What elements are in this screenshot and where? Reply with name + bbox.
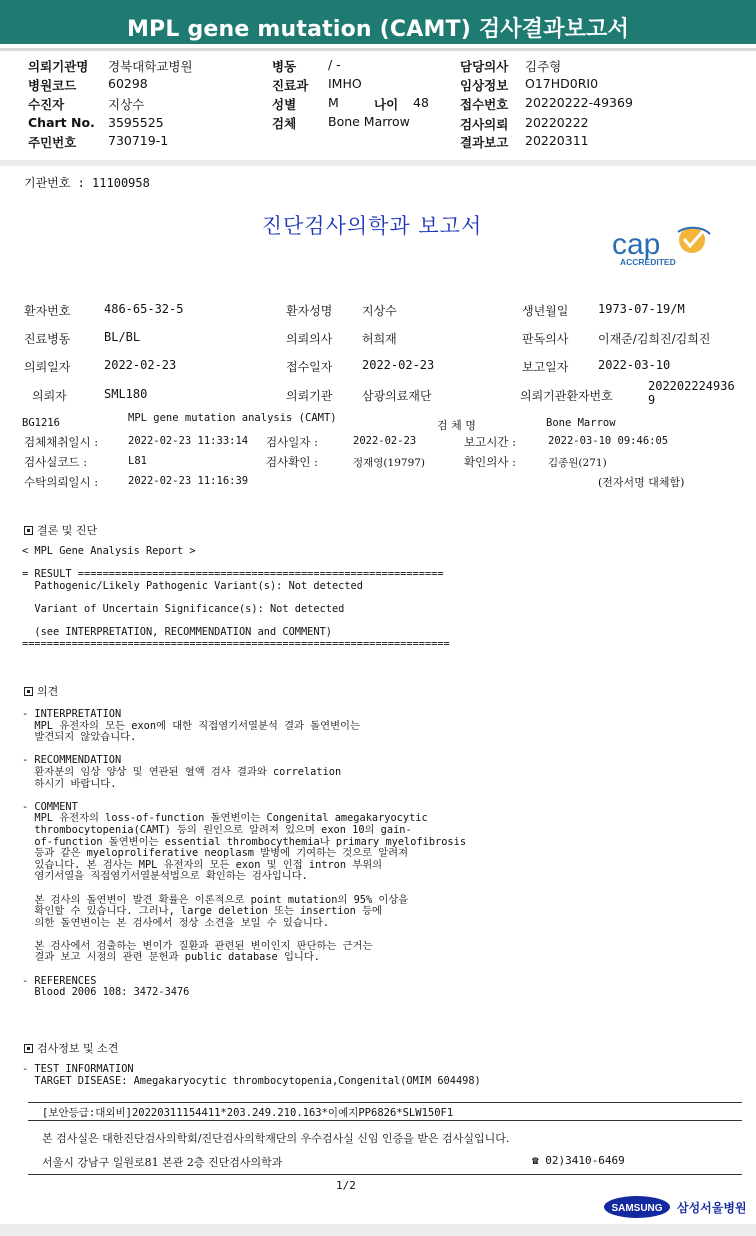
header-label: Chart No. bbox=[28, 115, 95, 130]
patient-value: 허희재 bbox=[362, 332, 397, 346]
svg-text:삼성서울병원: 삼성서울병원 bbox=[677, 1201, 745, 1215]
header-label: 검체 bbox=[272, 116, 297, 131]
result-text: < MPL Gene Analysis Report > = RESULT =========================================================== Pathogenic/Likely Pathogenic Variant(s): Not detected Variant of Uncertain Significance(s): Not detected (see INTERPRETATION, RECOMMENDATION and COMMENT) ===================================================================== bbox=[22, 545, 450, 650]
header-label: 접수번호 bbox=[460, 97, 509, 112]
header-value: O17HD0RI0 bbox=[525, 76, 599, 91]
header-label: 진료과 bbox=[272, 78, 309, 93]
test-date-label: 검사일자 : bbox=[266, 435, 318, 449]
specimen-label: 검 체 명 bbox=[437, 419, 476, 432]
header-value: 3595525 bbox=[108, 115, 164, 130]
patient-value: 486-65-32-5 bbox=[104, 302, 184, 316]
info-text: - TEST INFORMATION TARGET DISEASE: Amegakaryocytic thrombocytopenia,Congenital(OMIM 604498) bbox=[22, 1063, 481, 1087]
header-value: 60298 bbox=[108, 76, 148, 91]
org-patient-no-value: 202202224936 bbox=[648, 379, 735, 393]
specimen-value: Bone Marrow bbox=[546, 417, 616, 429]
square-bullet-icon bbox=[24, 687, 33, 696]
certification-text: 본 검사실은 대한진단검사의학회/진단검사의학재단의 우수검사실 신임 인증을 받은 검사실입니다. bbox=[42, 1132, 510, 1145]
header-label: 의뢰기관명 bbox=[28, 59, 89, 74]
requester-value: SML180 bbox=[104, 387, 148, 401]
test-date-value: 2022-02-23 bbox=[353, 435, 417, 447]
header-label: 임상정보 bbox=[460, 78, 509, 93]
cap-logo-icon bbox=[610, 224, 715, 270]
esign-note: (전자서명 대체함) bbox=[598, 476, 685, 489]
header-label: 담당의사 bbox=[460, 59, 509, 74]
footer-divider bbox=[28, 1120, 742, 1121]
page-number: 1/2 bbox=[336, 1179, 356, 1192]
report-time-label: 보고시간 : bbox=[464, 435, 516, 449]
patient-label: 진료병동 bbox=[24, 332, 71, 346]
collect-label: 검체채취일시 : bbox=[24, 435, 99, 449]
test-confirm-value: 정재영(19797) bbox=[353, 457, 426, 469]
patient-label: 환자성명 bbox=[286, 304, 333, 318]
header-label: 성별 bbox=[272, 97, 297, 112]
section-heading bbox=[24, 1040, 118, 1056]
patient-value: 1973-07-19/M bbox=[598, 302, 685, 316]
header-label: 수진자 bbox=[28, 97, 65, 112]
institution-number: 기관번호 : 11100958 bbox=[24, 176, 150, 190]
patient-label: 의뢰일자 bbox=[24, 360, 71, 374]
footer-divider bbox=[28, 1102, 742, 1103]
request-org-value: 삼광의료재단 bbox=[362, 389, 432, 403]
security-line: [보안등급:대외비]20220311154411*203.249.210.163*이예지PP6826*SLW150F1 bbox=[42, 1107, 454, 1119]
header-value: 20220311 bbox=[525, 133, 589, 148]
header-value: 김주형 bbox=[525, 59, 562, 74]
bottom-bar bbox=[0, 1224, 756, 1236]
header-label: 결과보고 bbox=[460, 135, 509, 150]
test-name: MPL gene mutation analysis (CAMT) bbox=[128, 412, 337, 424]
confirm-doctor-value: 김종원(271) bbox=[548, 457, 607, 469]
header-value: 20220222 bbox=[525, 115, 589, 130]
patient-label: 생년월일 bbox=[522, 304, 569, 318]
header-info bbox=[0, 52, 756, 152]
header-value: 경북대학교병원 bbox=[108, 59, 193, 74]
footer-divider bbox=[28, 1174, 742, 1175]
square-bullet-icon bbox=[24, 1044, 33, 1053]
patient-value: 지상수 bbox=[362, 304, 397, 318]
header-label: 주민번호 bbox=[28, 135, 77, 150]
age-value: 48 bbox=[413, 95, 429, 110]
header-value: 지상수 bbox=[108, 97, 145, 112]
phone-text: ☎ 02)3410-6469 bbox=[532, 1154, 625, 1167]
lab-code-value: L81 bbox=[128, 455, 147, 467]
section-heading bbox=[24, 522, 97, 538]
lab-code-label: 검사실코드 : bbox=[24, 455, 88, 469]
section-result-title: 결론 및 진단 bbox=[37, 524, 98, 537]
request-org-label: 의뢰기관 bbox=[286, 389, 333, 403]
patient-label: 판독의사 bbox=[522, 332, 569, 346]
confirm-doctor-label: 확인의사 : bbox=[464, 455, 516, 469]
header-value: 730719-1 bbox=[108, 133, 169, 148]
section-info-title: 검사정보 및 소견 bbox=[37, 1042, 119, 1055]
patient-value: 이재준/김희진/김희진 bbox=[598, 332, 711, 346]
patient-value: 2022-03-10 bbox=[598, 358, 671, 372]
collect-value: 2022-02-23 11:33:14 bbox=[128, 435, 249, 447]
header-value: / - bbox=[328, 57, 341, 72]
org-patient-no-value-cont: 9 bbox=[648, 393, 656, 407]
age-label: 나이 bbox=[374, 97, 399, 112]
org-patient-no-label: 의뢰기관환자번호 bbox=[520, 389, 613, 403]
header-label: 병동 bbox=[272, 59, 297, 74]
title-bar bbox=[0, 0, 756, 48]
header-value: Bone Marrow bbox=[328, 114, 410, 129]
header-label: 검사의뢰 bbox=[460, 117, 509, 132]
received-label: 수탁의뢰일시 : bbox=[24, 475, 99, 489]
patient-label: 의뢰의사 bbox=[286, 332, 333, 346]
header-value: 20220222-49369 bbox=[525, 95, 633, 110]
test-confirm-label: 검사확인 : bbox=[266, 455, 318, 469]
header-label: 병원코드 bbox=[28, 78, 77, 93]
patient-value: BL/BL bbox=[104, 330, 141, 344]
report-document bbox=[0, 166, 756, 1224]
svg-text:ACCREDITED: ACCREDITED bbox=[620, 257, 676, 267]
svg-text:SAMSUNG: SAMSUNG bbox=[611, 1203, 663, 1214]
report-time-value: 2022-03-10 09:46:05 bbox=[548, 435, 669, 447]
report-heading: 진단검사의학과 보고서 bbox=[261, 214, 483, 238]
svg-text:cap: cap bbox=[612, 228, 661, 261]
received-value: 2022-02-23 11:16:39 bbox=[128, 475, 249, 487]
patient-label: 보고일자 bbox=[522, 360, 569, 374]
header-value: M bbox=[328, 95, 339, 110]
patient-label: 환자번호 bbox=[24, 304, 71, 318]
cap-accredited-logo bbox=[610, 224, 715, 270]
report-title: MPL gene mutation (CAMT) 검사결과보고서 bbox=[126, 17, 630, 42]
patient-value: 2022-02-23 bbox=[104, 358, 177, 372]
patient-value: 2022-02-23 bbox=[362, 358, 435, 372]
requester-label: 의뢰자 bbox=[32, 389, 67, 403]
samsung-hospital-logo bbox=[603, 1194, 745, 1220]
section-opinion-title: 의견 bbox=[37, 685, 59, 698]
square-bullet-icon bbox=[24, 526, 33, 535]
patient-label: 접수일자 bbox=[286, 360, 333, 374]
header-value: IMHO bbox=[328, 76, 362, 91]
section-heading bbox=[24, 683, 58, 699]
opinion-text: - INTERPRETATION MPL 유전자의 모든 exon에 대한 직접염기서열분석 결과 돌연변이는 발견되지 않았습니다. - RECOMMENDATION 환자분의 임상 양상 및 연관된 혈액 검사 결과와 correlation 하시기 바랍니다. - COMMENT MPL 유전자의 loss-of-function 돌연변이는 Congenital amegakaryocytic thrombocytopenia(CAMT) 등의 원인으로 알려져 있으며 exon 10의 gain- of-function 돌연변이는 essential thrombocythemia나 primary myelofibrosis 등과 같은 myeloproliferative neoplasm 발병에 기여하는 것으로 알려져 있습니다. 본 검사는 MPL 유전자의 모든 exon 및 인접 intron 부위의 염기서열을 직접염기서열분석법으로 확인하는 검사입니다. 본 검사의 돌연변이 발견 확률은 이론적으로 point mutation의 95% 이상을 확인할 수 있습니다. 그러나, large deletion 또는 insertion 등에 의한 돌연변이는 본 검사에서 정상 소견을 보일 수 있습니다. 본 검사에서 검출하는 변이가 질환과 관련된 변이인지 판단하는 근거는 결과 보고 시점의 관련 문헌과 public database 입니다. - REFERENCES Blood 2006 108: 3472-3476 bbox=[22, 708, 467, 999]
address-text: 서울시 강남구 일원로81 본관 2층 진단검사의학과 bbox=[42, 1156, 283, 1169]
test-code: BG1216 bbox=[22, 417, 60, 429]
samsung-logo-icon bbox=[603, 1194, 745, 1220]
